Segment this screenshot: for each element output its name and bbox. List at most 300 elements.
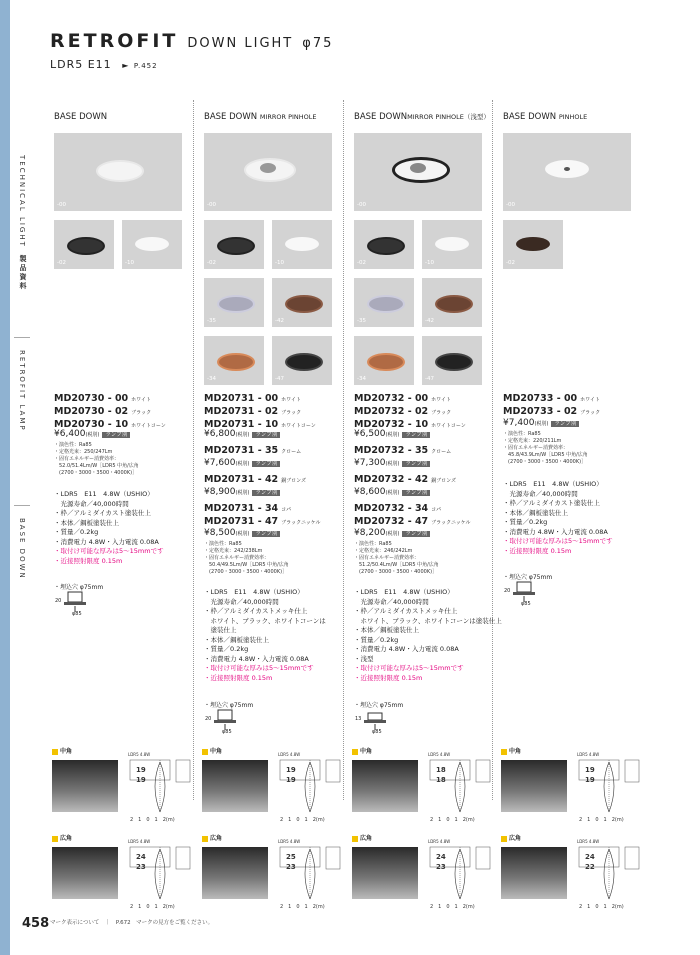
spec-line: 52.0/51.4Lm/W［LDR5 中角/広角 bbox=[54, 463, 139, 469]
model-list bbox=[503, 393, 600, 419]
sidebar-label-product-info: 製品資料 bbox=[19, 255, 27, 291]
beam-mid-label bbox=[52, 746, 72, 755]
beam-marker-icon bbox=[352, 836, 358, 842]
model-number: MD20731 - 10 bbox=[204, 419, 279, 430]
feature-line: ・消費電力 4.8W・入力電流 0.08A bbox=[54, 537, 159, 546]
feature-line: 塗装仕上 bbox=[204, 626, 237, 634]
feature-line: ・LDR5 E11 4.8W（USHIO） bbox=[503, 480, 603, 488]
product-photo-variant bbox=[204, 220, 264, 269]
beam-angle-value: 25 bbox=[286, 853, 296, 861]
feature-note: ・近接照射限度 0.15m bbox=[503, 546, 572, 555]
illumination-photo bbox=[501, 847, 567, 899]
price bbox=[204, 487, 280, 497]
product-photo-main bbox=[54, 133, 182, 211]
pinhole-image bbox=[564, 167, 570, 171]
cutout-size: ・埋込穴 φ75mm bbox=[503, 574, 553, 581]
model-number: MD20732 - 10 bbox=[354, 419, 429, 430]
lamp-image bbox=[435, 295, 473, 313]
price bbox=[354, 458, 430, 468]
lamp-separate-badge: ランプ別 bbox=[402, 531, 430, 537]
spec-list bbox=[204, 541, 289, 576]
beam-label-text: 中角 bbox=[360, 748, 373, 755]
model-number: MD20731 - 47 bbox=[204, 516, 279, 527]
variant-label: -47 bbox=[275, 376, 284, 382]
beam-angle-value: 18 bbox=[436, 776, 446, 784]
product-photo-variant bbox=[272, 278, 332, 327]
lamp-image bbox=[435, 237, 469, 251]
lamp-separate-badge: ランプ別 bbox=[252, 531, 280, 537]
spec-line: ・固有エネルギー消費効率： bbox=[503, 445, 569, 451]
feature-line: ・質量／0.2kg bbox=[204, 645, 249, 653]
illumination-photo bbox=[352, 760, 418, 812]
sidebar-label-technical-light: TECHNICAL LIGHT bbox=[18, 155, 26, 248]
lamp-separate-badge: ランプ別 bbox=[102, 432, 130, 438]
feature-line: ・本体／鋼板塗装仕上 bbox=[204, 635, 269, 644]
beam-label-text: 広角 bbox=[360, 835, 373, 842]
beam-label-text: 広角 bbox=[210, 835, 223, 842]
beam-angle-value: 19 bbox=[136, 766, 146, 774]
column-head-text: BASE DOWN bbox=[354, 112, 408, 122]
product-photo-variant bbox=[354, 336, 414, 385]
model-number: MD20731 - 02 bbox=[204, 406, 279, 417]
price-value: ¥7,600 bbox=[204, 458, 236, 468]
lamp-image bbox=[217, 237, 255, 255]
beam-wide-label bbox=[501, 833, 521, 842]
beam-angle-value: 19 bbox=[585, 766, 595, 774]
sidebar-divider bbox=[14, 505, 30, 506]
model-number: MD20730 - 02 bbox=[54, 406, 129, 417]
model-color: ホワイト bbox=[431, 397, 452, 403]
feature-line: ホワイト、ブラック、ホワイトコーンは塗装仕上 bbox=[354, 616, 502, 625]
illumination-photo bbox=[202, 847, 268, 899]
feature-line: ・LDR5 E11 4.8W（USHIO） bbox=[354, 588, 454, 596]
page-subtitle bbox=[50, 58, 158, 71]
feature-line: ・質量／0.2kg bbox=[54, 528, 99, 536]
cutout-size: ・埋込穴 φ75mm bbox=[54, 584, 104, 591]
lamp-separate-badge: ランプ別 bbox=[402, 461, 430, 467]
beam-label-text: 広角 bbox=[60, 835, 73, 842]
spec-line: ・固有エネルギー消費効率： bbox=[354, 555, 420, 561]
beam-marker-icon bbox=[52, 836, 58, 842]
model-color: ブラック bbox=[580, 410, 601, 416]
variant-label: -02 bbox=[506, 260, 515, 266]
model-color: コパ bbox=[431, 507, 442, 513]
column-head-1 bbox=[54, 112, 107, 122]
page-title bbox=[50, 30, 333, 52]
product-photo-variant bbox=[422, 220, 482, 269]
lamp-separate-badge: ランプ別 bbox=[551, 421, 579, 427]
spec-list bbox=[503, 431, 588, 466]
lamp-image bbox=[285, 237, 319, 251]
price-value: ¥6,400 bbox=[54, 429, 86, 439]
footer-note: マーク表示について ｜ P.672 マークの見方をご覧ください。 bbox=[50, 920, 214, 926]
variant-label: -10 bbox=[425, 260, 434, 266]
model-number: MD20732 - 00 bbox=[354, 393, 429, 404]
lamp-image bbox=[367, 353, 405, 371]
model-color: ブラック bbox=[281, 410, 302, 416]
chart-lamp-label: LDR5 4.8W bbox=[278, 752, 301, 757]
feature-list bbox=[503, 480, 613, 556]
spec-line: 45.8/43.9Lm/W［LDR5 中角/広角 bbox=[503, 452, 588, 458]
model-color: 銅ブロンズ bbox=[431, 478, 457, 484]
price-value: ¥7,400 bbox=[503, 418, 535, 428]
beam-marker-icon bbox=[52, 749, 58, 755]
arrow-icon: ► bbox=[122, 61, 130, 70]
feature-note: ・取付け可能な厚みは5～15mmです bbox=[204, 664, 314, 672]
feature-line: ・質量／0.2kg bbox=[354, 635, 399, 644]
feature-line: ・質量／0.2kg bbox=[503, 518, 548, 526]
chart-axis-label: 2 1 0 1 2(m) bbox=[579, 817, 624, 823]
column-head-4 bbox=[503, 112, 587, 122]
price bbox=[204, 429, 280, 439]
spec-list bbox=[354, 541, 439, 576]
beam-angle-value: 19 bbox=[286, 766, 296, 774]
spec-line: ・定格光束：250/247Lm bbox=[54, 449, 113, 455]
spec-line: ・演色性：Ra85 bbox=[354, 541, 392, 547]
price bbox=[354, 528, 430, 538]
price-value: ¥8,200 bbox=[354, 528, 386, 538]
page-reference-link[interactable]: P.452 bbox=[133, 62, 158, 70]
model-row bbox=[354, 393, 466, 406]
tax-note: (税別) bbox=[385, 531, 400, 537]
feature-line: ・消費電力 4.8W・入力電流 0.08A bbox=[204, 654, 309, 663]
model-number: MD20733 - 02 bbox=[503, 406, 578, 417]
chart-axis-label: 2 1 0 1 2(m) bbox=[280, 904, 325, 910]
product-photo-main bbox=[354, 133, 482, 211]
model-color: コパ bbox=[281, 507, 292, 513]
price bbox=[503, 418, 579, 428]
sidebar bbox=[0, 0, 34, 955]
feature-line: ・本体／鋼板塗装仕上 bbox=[503, 508, 568, 517]
variant-label: -02 bbox=[207, 260, 216, 266]
feature-line: ・本体／鋼板塗装仕上 bbox=[354, 626, 419, 634]
feature-line: ・枠／アルミダイカスト塗装仕上 bbox=[503, 499, 600, 507]
variant-label: -00 bbox=[207, 202, 216, 208]
lamp-image bbox=[435, 353, 473, 371]
product-photo-variant bbox=[54, 220, 114, 269]
tax-note: (税別) bbox=[385, 461, 400, 467]
model-color: クローム bbox=[281, 449, 302, 455]
chart-lamp-label: LDR5 4.8W bbox=[428, 839, 451, 844]
chart-axis-label: 2 1 0 1 2(m) bbox=[430, 817, 475, 823]
feature-line: ・浅型 bbox=[354, 654, 374, 663]
model-color: 銅ブロンズ bbox=[281, 478, 307, 484]
beam-angle-value: 19 bbox=[286, 776, 296, 784]
model-row bbox=[204, 406, 316, 419]
beam-label-text: 広角 bbox=[509, 835, 522, 842]
product-photo-variant bbox=[204, 336, 264, 385]
column-head-sub: MIRROR PINHOLE bbox=[259, 113, 317, 121]
page-number: 458 bbox=[22, 916, 50, 931]
beam-marker-icon bbox=[202, 749, 208, 755]
price bbox=[54, 429, 130, 439]
model-number: MD20732 - 02 bbox=[354, 406, 429, 417]
feature-line: ホワイト、ブラック、ホワイトコーンは bbox=[204, 616, 326, 625]
feature-line: ・消費電力 4.8W・入力電流 0.08A bbox=[503, 527, 608, 536]
lamp-image bbox=[217, 353, 255, 371]
feature-note: ・取付け可能な厚みは5～15mmです bbox=[354, 664, 464, 672]
chart-axis-label: 2 1 0 1 2(m) bbox=[579, 904, 624, 910]
model-number: MD20731 - 35 bbox=[204, 445, 279, 456]
product-photo-main bbox=[503, 133, 631, 211]
product-photo-variant bbox=[503, 220, 563, 269]
column-divider bbox=[343, 100, 344, 800]
title-phi: φ75 bbox=[302, 36, 334, 51]
variant-label: -35 bbox=[207, 318, 216, 324]
chart-lamp-label: LDR5 4.8W bbox=[128, 752, 151, 757]
feature-line: 光源寿命／40,000時間 bbox=[354, 597, 429, 606]
model-number: MD20731 - 42 bbox=[204, 474, 279, 485]
spec-line: ・定格光束：220/211Lm bbox=[503, 438, 562, 444]
product-photo-variant bbox=[272, 336, 332, 385]
feature-note: ・近接照射限度 0.15m bbox=[54, 556, 123, 565]
model-color: ホワイトコーン bbox=[131, 423, 166, 429]
beam-marker-icon bbox=[501, 749, 507, 755]
beam-label-text: 中角 bbox=[509, 748, 522, 755]
model-row bbox=[204, 393, 316, 406]
beam-label-text: 中角 bbox=[60, 748, 73, 755]
feature-list bbox=[204, 588, 326, 683]
beam-angle-value: 23 bbox=[436, 863, 446, 871]
lamp-separate-badge: ランプ別 bbox=[252, 432, 280, 438]
dimension-diameter: φ85 bbox=[72, 611, 82, 617]
column-head-sub: PINHOLE bbox=[558, 113, 588, 121]
variant-label: -10 bbox=[275, 260, 284, 266]
beam-mid-label bbox=[501, 746, 521, 755]
beam-wide-label bbox=[52, 833, 72, 842]
column-head-2 bbox=[204, 112, 317, 122]
chart-lamp-label: LDR5 4.8W bbox=[428, 752, 451, 757]
price bbox=[354, 429, 430, 439]
lamp-separate-badge: ランプ別 bbox=[402, 432, 430, 438]
spec-line: ・固有エネルギー消費効率： bbox=[54, 456, 120, 462]
feature-line: 光源寿命／40,000時間 bbox=[204, 597, 279, 606]
sidebar-label-retrofit-lamp: RETROFIT LAMP bbox=[18, 350, 26, 432]
variant-label: -34 bbox=[207, 376, 216, 382]
variant-label: -47 bbox=[425, 376, 434, 382]
variant-label: -00 bbox=[506, 202, 515, 208]
variant-label: -42 bbox=[275, 318, 284, 324]
beam-angle-value: 19 bbox=[136, 776, 146, 784]
lamp-image bbox=[367, 295, 405, 313]
model-color: ブラックニッケル bbox=[431, 520, 471, 526]
spec-line: (2700・3000・3500・4000K)］ bbox=[354, 569, 438, 575]
beam-wide-label bbox=[202, 833, 222, 842]
column-divider bbox=[492, 100, 493, 800]
dimension-diameter: φ85 bbox=[372, 729, 382, 735]
dimension-height: 20 bbox=[205, 716, 212, 722]
illumination-photo bbox=[52, 847, 118, 899]
model-row bbox=[204, 474, 306, 487]
model-row bbox=[354, 474, 456, 487]
spec-list bbox=[54, 442, 139, 477]
cutout-size: ・埋込穴 φ75mm bbox=[204, 702, 254, 709]
title-main: RETROFIT bbox=[50, 30, 179, 52]
model-number: MD20732 - 35 bbox=[354, 445, 429, 456]
chart-lamp-label: LDR5 4.8W bbox=[128, 839, 151, 844]
model-color: ホワイト bbox=[281, 397, 302, 403]
tax-note: (税別) bbox=[235, 432, 250, 438]
model-color: ホワイトコーン bbox=[281, 423, 316, 429]
beam-angle-value: 18 bbox=[436, 766, 446, 774]
beam-marker-icon bbox=[202, 836, 208, 842]
model-row bbox=[354, 406, 466, 419]
price-value: ¥8,900 bbox=[204, 487, 236, 497]
price-value: ¥6,800 bbox=[204, 429, 236, 439]
lamp-image bbox=[516, 237, 550, 251]
feature-note: ・取付け可能な厚みは5～15mmです bbox=[503, 537, 613, 545]
spec-line: 51.2/50.4Lm/W［LDR5 中角/広角 bbox=[354, 562, 439, 568]
column-head-sub: MIRROR PINHOLE（浅型） bbox=[407, 113, 490, 121]
feature-note: ・取付け可能な厚みは5～15mmです bbox=[54, 547, 164, 555]
model-color: ホワイトコーン bbox=[431, 423, 466, 429]
pinhole-image bbox=[260, 163, 276, 173]
chart-lamp-label: LDR5 4.8W bbox=[577, 839, 600, 844]
chart-axis-label: 2 1 0 1 2(m) bbox=[130, 904, 175, 910]
variant-label: -00 bbox=[57, 202, 66, 208]
sidebar-stripe bbox=[0, 0, 10, 955]
spec-line: (2700・3000・3500・4000K)］ bbox=[503, 459, 587, 465]
column-head-text: BASE DOWN bbox=[503, 112, 557, 122]
beam-angle-value: 24 bbox=[436, 853, 446, 861]
chart-axis-label: 2 1 0 1 2(m) bbox=[280, 817, 325, 823]
model-row bbox=[204, 445, 301, 458]
product-photo-variant bbox=[122, 220, 182, 269]
product-photo-variant bbox=[204, 278, 264, 327]
illumination-photo bbox=[202, 760, 268, 812]
model-row bbox=[54, 406, 166, 419]
tax-note: (税別) bbox=[235, 461, 250, 467]
lamp-separate-badge: ランプ別 bbox=[252, 490, 280, 496]
feature-list bbox=[54, 490, 164, 566]
dimension-height: 20 bbox=[55, 598, 62, 604]
model-color: ブラックニッケル bbox=[281, 520, 321, 526]
lamp-image bbox=[67, 237, 105, 255]
model-list bbox=[204, 503, 321, 529]
beam-mid-label bbox=[202, 746, 222, 755]
product-photo-variant bbox=[422, 278, 482, 327]
spec-line: ・演色性：Ra85 bbox=[204, 541, 242, 547]
column-divider bbox=[193, 100, 194, 800]
pinhole-image bbox=[410, 163, 426, 173]
model-number: MD20733 - 00 bbox=[503, 393, 578, 404]
model-color: クローム bbox=[431, 449, 452, 455]
spec-line: 50.4/49.5Lm/W［LDR5 中角/広角 bbox=[204, 562, 289, 568]
model-list bbox=[54, 393, 166, 432]
variant-label: -34 bbox=[357, 376, 366, 382]
dimension-height: 13 bbox=[355, 716, 362, 722]
model-color: ホワイト bbox=[580, 397, 601, 403]
model-color: ホワイト bbox=[131, 397, 152, 403]
beam-angle-value: 23 bbox=[286, 863, 296, 871]
variant-label: -02 bbox=[357, 260, 366, 266]
column-head-text: BASE DOWN bbox=[204, 112, 258, 122]
illumination-photo bbox=[52, 760, 118, 812]
lamp-separate-badge: ランプ別 bbox=[402, 490, 430, 496]
sidebar-label-base-down: BASE DOWN bbox=[18, 518, 26, 580]
chart-axis-label: 2 1 0 1 2(m) bbox=[430, 904, 475, 910]
model-color: ブラック bbox=[431, 410, 452, 416]
lamp-image bbox=[285, 295, 323, 313]
model-number: MD20732 - 47 bbox=[354, 516, 429, 527]
beam-mid-label bbox=[352, 746, 372, 755]
model-row bbox=[503, 393, 600, 406]
model-row bbox=[354, 503, 471, 516]
spec-line: ・定格光束：246/242Lm bbox=[354, 548, 413, 554]
spec-line: ・演色性：Ra85 bbox=[503, 431, 541, 437]
feature-line: ・LDR5 E11 4.8W（USHIO） bbox=[204, 588, 304, 596]
product-photo-variant bbox=[354, 220, 414, 269]
beam-marker-icon bbox=[501, 836, 507, 842]
model-list bbox=[354, 393, 466, 432]
variant-label: -42 bbox=[425, 318, 434, 324]
variant-label: -10 bbox=[125, 260, 134, 266]
column-head-3 bbox=[354, 112, 490, 122]
model-number: MD20730 - 00 bbox=[54, 393, 129, 404]
beam-angle-value: 23 bbox=[136, 863, 146, 871]
cutout-size: ・埋込穴 φ75mm bbox=[354, 702, 404, 709]
column-head-text: BASE DOWN bbox=[54, 112, 108, 122]
model-row bbox=[54, 393, 166, 406]
tax-note: (税別) bbox=[385, 490, 400, 496]
feature-note: ・近接照射限度 0.15m bbox=[204, 673, 273, 682]
chart-lamp-label: LDR5 4.8W bbox=[577, 752, 600, 757]
beam-angle-value: 24 bbox=[585, 853, 595, 861]
title-sub: DOWN LIGHT bbox=[187, 36, 294, 51]
feature-line: ・本体／鋼板塗装仕上 bbox=[54, 518, 119, 527]
tax-note: (税別) bbox=[235, 490, 250, 496]
spec-line: ・定格光束：242/238Lm bbox=[204, 548, 263, 554]
lamp-image bbox=[96, 160, 144, 182]
subtitle-lamp: LDR5 E11 bbox=[50, 58, 112, 71]
price-value: ¥8,600 bbox=[354, 487, 386, 497]
variant-label: -02 bbox=[57, 260, 66, 266]
illumination-photo bbox=[352, 847, 418, 899]
beam-angle-value: 19 bbox=[585, 776, 595, 784]
product-photo-main bbox=[204, 133, 332, 211]
chart-axis-label: 2 1 0 1 2(m) bbox=[130, 817, 175, 823]
lamp-image bbox=[367, 237, 405, 255]
variant-label: -35 bbox=[357, 318, 366, 324]
price bbox=[354, 487, 430, 497]
feature-line: ・LDR5 E11 4.8W（USHIO） bbox=[54, 490, 154, 498]
product-photo-variant bbox=[354, 278, 414, 327]
lamp-image bbox=[285, 353, 323, 371]
feature-line: ・枠／アルミダイカストメッキ仕上 bbox=[204, 607, 308, 615]
tax-note: (税別) bbox=[85, 432, 100, 438]
feature-line: ・枠／アルミダイカストメッキ仕上 bbox=[354, 607, 458, 615]
model-number: MD20731 - 34 bbox=[204, 503, 279, 514]
beam-angle-value: 22 bbox=[585, 863, 595, 871]
feature-line: 光源寿命／40,000時間 bbox=[503, 489, 578, 498]
tax-note: (税別) bbox=[385, 432, 400, 438]
price-value: ¥7,300 bbox=[354, 458, 386, 468]
price-value: ¥6,500 bbox=[354, 429, 386, 439]
tax-note: (税別) bbox=[534, 421, 549, 427]
tax-note: (税別) bbox=[235, 531, 250, 537]
dimension-diameter: φ85 bbox=[521, 601, 531, 607]
spec-line: (2700・3000・3500・4000K)］ bbox=[54, 470, 138, 476]
beam-wide-label bbox=[352, 833, 372, 842]
lamp-image bbox=[135, 237, 169, 251]
model-list bbox=[354, 503, 471, 529]
beam-label-text: 中角 bbox=[210, 748, 223, 755]
product-photo-variant bbox=[422, 336, 482, 385]
chart-lamp-label: LDR5 4.8W bbox=[278, 839, 301, 844]
lamp-separate-badge: ランプ別 bbox=[252, 461, 280, 467]
price-value: ¥8,500 bbox=[204, 528, 236, 538]
model-number: MD20732 - 42 bbox=[354, 474, 429, 485]
